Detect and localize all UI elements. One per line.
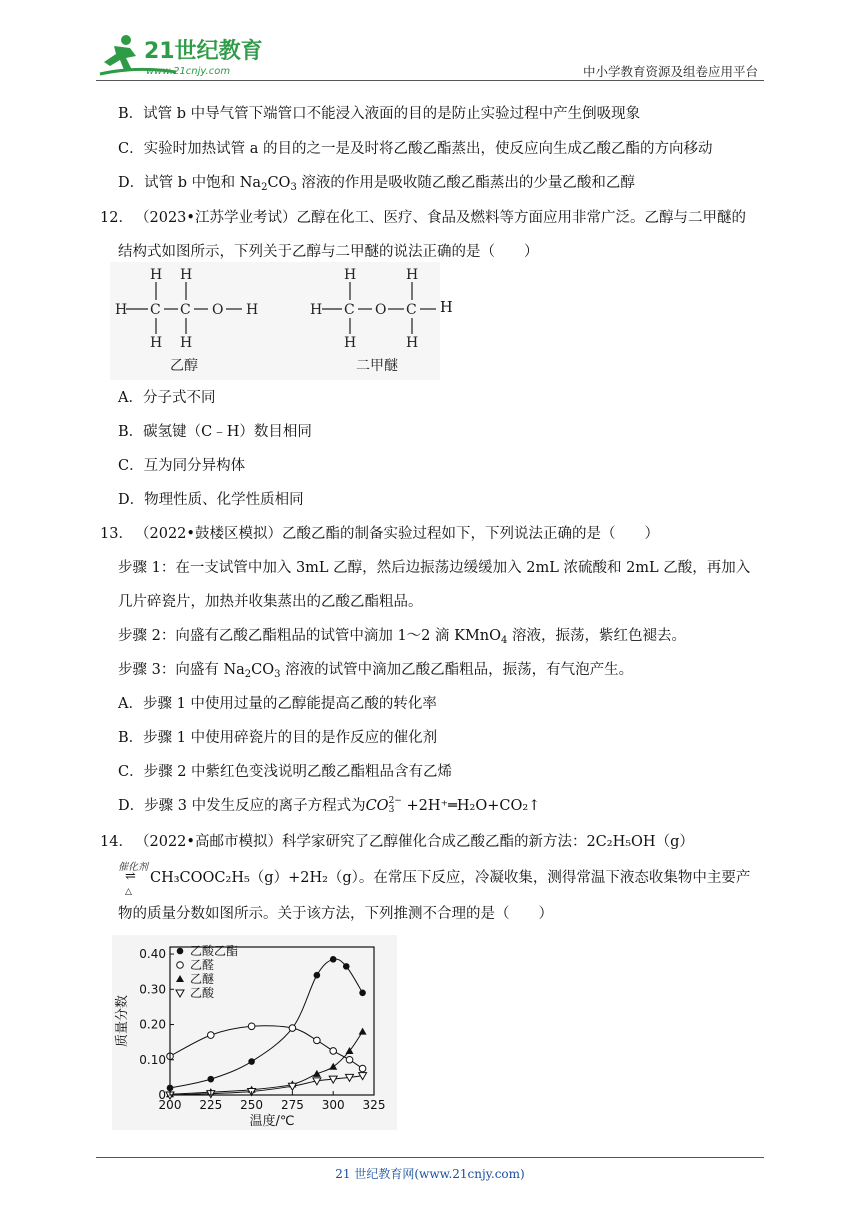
data-point (208, 1032, 215, 1039)
q12-option-d: D．物理性质、化学性质相同 (118, 492, 304, 508)
svg-text:C: C (406, 302, 417, 318)
data-point (343, 963, 350, 970)
q13-stem: （2022•鼓楼区模拟）乙酸乙酯的制备实验过程如下，下列说法正确的是（ ） (135, 526, 659, 542)
q13-step1-line1: 步骤 1：在一支试管中加入 3mL 乙醇，然后边振荡边缓缓加入 2mL 浓硫酸和 2mL 乙酸，再加入 (118, 560, 751, 576)
x-tick-label: 275 (280, 1098, 304, 1112)
legend-marker (177, 962, 184, 969)
legend-label: 乙酸 (190, 986, 215, 1000)
data-point (289, 1025, 296, 1032)
q12-option-b: B．碳氢键（C﹣H）数目相同 (118, 424, 312, 440)
q12-stem-line1: （2023•江苏学业考试）乙醇在化工、医疗、食品及燃料等方面应用非常广泛。乙醇与二甲醚的 (135, 210, 746, 226)
q12-number: 12． (100, 210, 133, 226)
svg-text:H: H (406, 335, 419, 351)
y-tick-label: 0.40 (139, 947, 166, 962)
mass-fraction-chart (112, 935, 397, 1130)
legend-label: 乙酸乙酯 (190, 944, 239, 958)
q13-step3: 步骤 3：向盛有 $Na_2CO_3$ 溶液的试管中滴加乙酸乙酯粗品，振荡，有气泡产生。 (118, 662, 634, 680)
ether-terminal-h: H (440, 300, 453, 316)
svg-text:C: C (150, 302, 161, 318)
x-tick-label: 325 (362, 1098, 386, 1112)
svg-text:H: H (310, 302, 323, 318)
q14-stem-line2: CH₃COOC₂H₅（g）+2H₂（g）。在常压下反应，冷凝收集，测得常温下液态收集物中主要产 (150, 870, 751, 886)
logo-url: www.21cnjy.com (146, 66, 231, 77)
q12-stem-line2: 结构式如图所示，下列关于乙醇与二甲醚的说法正确的是（ ） (118, 244, 539, 260)
q14-stem-line1: （2022•高邮市模拟）科学家研究了乙醇催化合成乙酸乙酯的新方法：2C₂H₅OH（g） (135, 834, 694, 850)
q13-option-b: B．步骤 1 中使用碎瓷片的目的是作反应的催化剂 (118, 730, 438, 746)
data-point (314, 1037, 321, 1044)
q11-option-b: B．试管 b 中导气管下端管口不能浸入液面的目的是防止实验过程中产生倒吸现象 (118, 106, 641, 122)
q11-option-c: C．实验时加热试管 a 的目的之一是及时将乙酸乙酯蒸出，使反应向生成乙酸乙酯的方向移动 (118, 141, 713, 157)
x-tick-label: 300 (321, 1098, 345, 1112)
legend-marker (177, 948, 184, 955)
y-tick-label: 0 (158, 1088, 166, 1102)
x-axis-label: 温度/℃ (249, 1114, 295, 1129)
catalyst-label: 催化剂 (118, 862, 148, 873)
page-header (0, 0, 860, 90)
data-point (330, 956, 337, 963)
data-point (330, 1048, 337, 1055)
svg-text:H: H (115, 302, 128, 318)
equilibrium-arrow-icon: ⇌ △ (125, 869, 136, 897)
data-point (248, 1058, 255, 1065)
q12-option-a: A．分子式不同 (118, 390, 216, 406)
legend-label: 乙醛 (190, 958, 215, 972)
q13-step2: 步骤 2：向盛有乙酸乙酯粗品的试管中滴加 1～2 滴 KMnO$_4$ 溶液，振荡，紫红色褪去。 (118, 628, 687, 646)
data-point (248, 1023, 255, 1030)
q13-option-d: D．步骤 3 中发生反应的离子方程式为CO 2− 3 +2H⁺═H₂O+CO₂↑ (118, 796, 541, 815)
svg-text:H: H (150, 335, 163, 351)
q12-option-c: C．互为同分异构体 (118, 458, 246, 474)
svg-text:H: H (246, 302, 259, 318)
data-point (346, 1056, 353, 1063)
svg-text:O: O (375, 302, 387, 318)
data-point (359, 990, 366, 997)
svg-text:C: C (344, 302, 355, 318)
svg-text:H: H (344, 335, 357, 351)
svg-text:H: H (406, 267, 419, 283)
q13-step1-line2: 几片碎瓷片，加热并收集蒸出的乙酸乙酯粗品。 (118, 594, 423, 610)
header-divider (96, 80, 764, 81)
svg-text:O: O (212, 302, 224, 318)
x-tick-label: 200 (158, 1098, 182, 1112)
label-ethanol: 乙醇 (170, 358, 198, 374)
y-tick-label: 0.20 (139, 1017, 166, 1032)
q14-number: 14． (100, 834, 133, 850)
data-point (359, 1065, 366, 1072)
label-dimethyl-ether: 二甲醚 (356, 358, 398, 374)
svg-text:H: H (180, 335, 193, 351)
svg-text:H: H (344, 267, 357, 283)
svg-text:H: H (180, 267, 193, 283)
data-point (314, 972, 321, 979)
footer-text: 21 世纪教育网(www.21cnjy.com) (335, 1167, 525, 1181)
q13-option-c: C．步骤 2 中紫红色变浅说明乙酸乙酯粗品含有乙烯 (118, 764, 453, 780)
legend-label: 乙醚 (190, 972, 215, 986)
svg-text:C: C (180, 302, 191, 318)
header-platform-text: 中小学教育资源及组卷应用平台 (582, 64, 758, 79)
y-tick-label: 0.10 (139, 1052, 166, 1067)
q13-number: 13． (100, 526, 133, 542)
q13-option-a: A．步骤 1 中使用过量的乙醇能提高乙酸的转化率 (118, 696, 437, 712)
q11-option-d: D．试管 b 中饱和 $Na_2CO_3$ 溶液的作用是吸收随乙酸乙酯蒸出的少量乙酸和乙醇 (118, 175, 635, 193)
logo-text: 21世纪教育 (144, 39, 263, 64)
q14-stem-line3: 物的质量分数如图所示。关于该方法，下列推测不合理的是（ ） (118, 906, 553, 922)
y-tick-label: 0.30 (139, 982, 166, 997)
x-tick-label: 225 (199, 1098, 223, 1112)
y-axis-label: 质量分数 (115, 994, 130, 1048)
logo-21cnjy (96, 30, 266, 80)
x-tick-label: 250 (240, 1098, 264, 1112)
data-point (208, 1076, 215, 1083)
svg-text:H: H (150, 267, 163, 283)
structural-formulas-figure (110, 262, 440, 380)
heat-symbol: △ (125, 887, 132, 897)
footer-divider (96, 1157, 764, 1158)
